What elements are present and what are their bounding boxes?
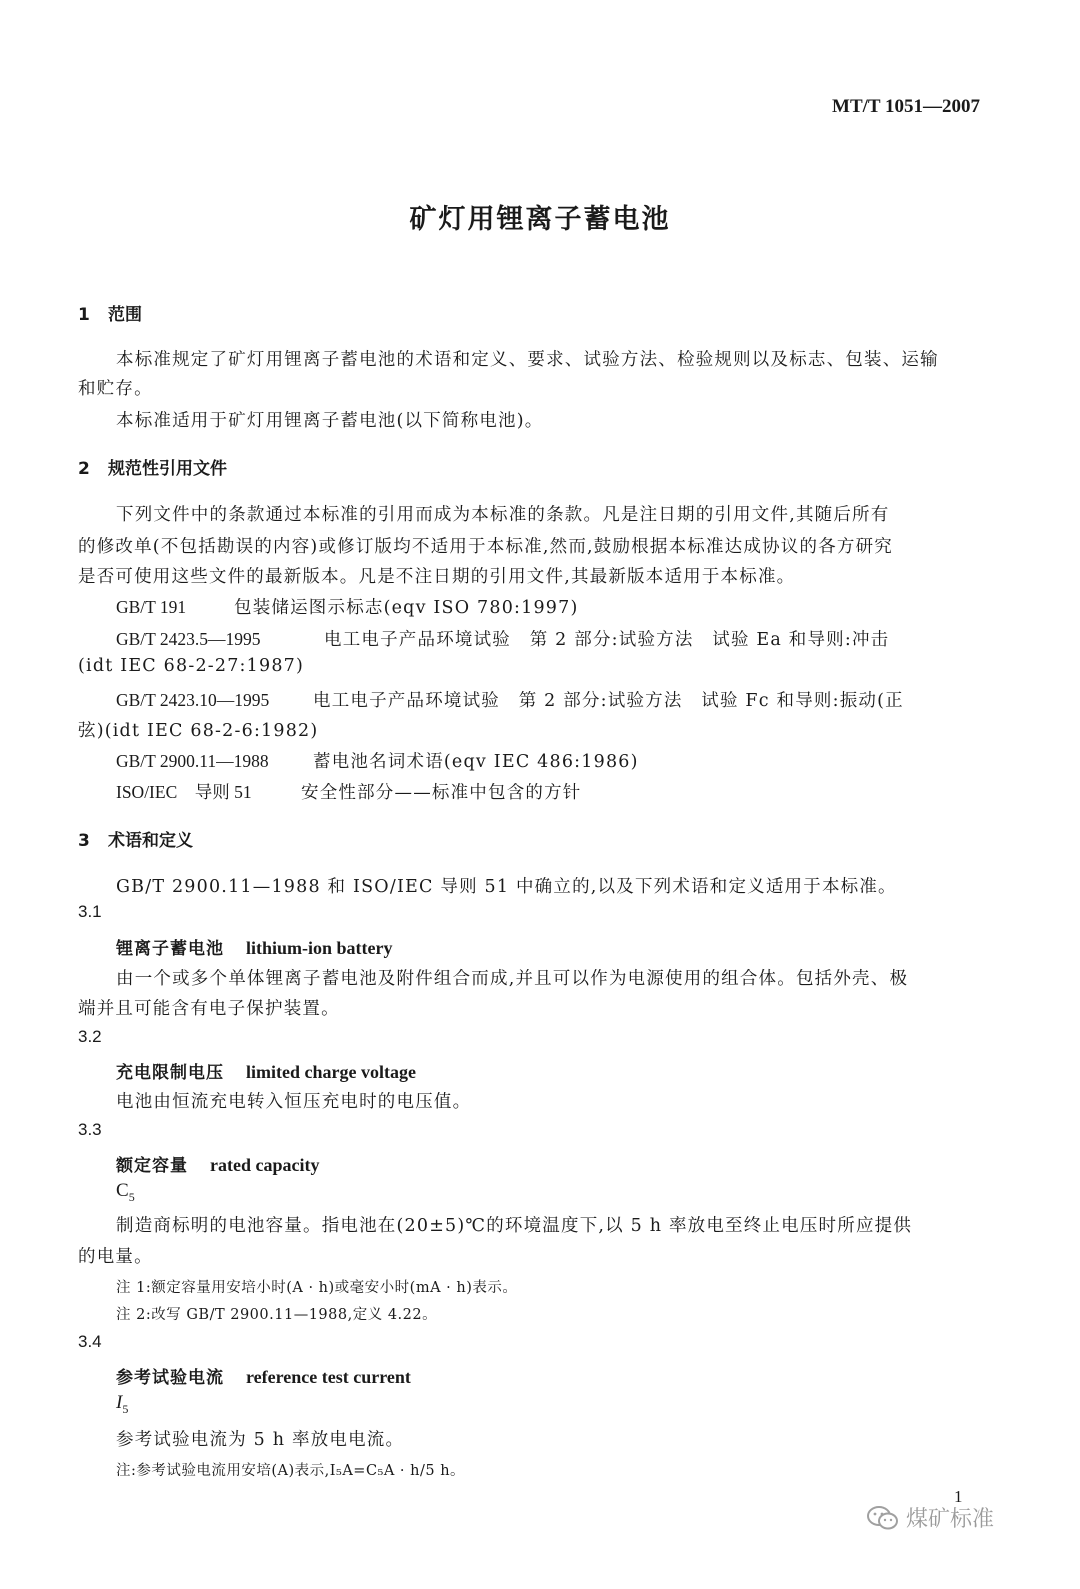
term-zh: 额定容量 [116,1156,188,1176]
standard-number: MT/T 1051—2007 [832,96,980,117]
term-zh: 充电限制电压 [116,1063,224,1083]
term-symbol [116,1392,128,1417]
watermark [866,1502,994,1533]
reference-title: 电工电子产品环境试验 第 2 部分:试验方法 试验 Ea 和导则:冲击 [324,630,890,650]
section-title: 规范性引用文件 [108,459,227,479]
term-note: 注:参考试验电流用安培(A)表示,I₅A=C₅A · h/5 h。 [116,1463,466,1479]
term-heading [116,934,393,959]
term-en: limited charge voltage [246,1062,416,1082]
section-title: 范围 [108,305,142,325]
page-title: 矿灯用锂离子蓄电池 [409,204,671,235]
section-2-heading [78,454,227,479]
watermark-text: 煤矿标准 [906,1507,995,1532]
term-note-2: 注 2:改写 GB/T 2900.11—1988,定义 4.22。 [116,1307,438,1323]
term-symbol [116,1180,135,1205]
reference-item [116,687,904,712]
term-heading [116,1363,411,1388]
section-3-heading [78,826,193,851]
symbol-letter: I [116,1392,123,1413]
symbol-subscript: 5 [122,1401,129,1416]
term-heading [116,1058,416,1083]
reference-code: ISO/IEC 导则 51 [116,782,252,802]
term-heading [116,1151,319,1176]
reference-code: GB/T 2423.10—1995 [116,690,270,710]
term-zh: 锂离子蓄电池 [116,939,224,959]
term-zh: 参考试验电流 [116,1368,224,1388]
section-number: 2 [78,459,90,479]
term-en: lithium-ion battery [246,938,393,958]
reference-item [116,748,639,773]
term-number: 3.4 [78,1332,102,1351]
reference-continuation: 弦)(idt IEC 68-2-6:1982) [78,721,319,741]
reference-title: 电工电子产品环境试验 第 2 部分:试验方法 试验 Fc 和导则:振动(正 [313,691,904,711]
reference-item [116,594,579,619]
section-number: 1 [78,305,90,325]
section-1-heading [78,300,142,325]
section-number: 3 [78,831,90,851]
page-number: 1 [954,1487,963,1506]
reference-code: GB/T 2423.5—1995 [116,629,261,649]
term-definition-line-2: 端并且可能含有电子保护装置。 [78,999,340,1019]
symbol-subscript: 5 [128,1189,135,1204]
term-note-1: 注 1:额定容量用安培小时(A · h)或毫安小时(mA · h)表示。 [116,1280,518,1296]
section-2-para-line-3: 是否可使用这些文件的最新版本。凡是不注日期的引用文件,其最新版本适用于本标准。 [78,567,796,587]
term-definition-line-1: 制造商标明的电池容量。指电池在(20±5)℃的环境温度下,以 5 h 率放电至终止电压时所应提供 [116,1216,913,1236]
reference-item [116,779,582,804]
term-definition-line-2: 的电量。 [78,1247,153,1267]
reference-continuation: (idt IEC 68-2-27:1987) [78,656,305,676]
section-2-para-line-1: 下列文件中的条款通过本标准的引用而成为本标准的条款。凡是注日期的引用文件,其随后所有 [116,505,890,525]
reference-title: 包装储运图示标志(eqv ISO 780:1997) [234,598,579,618]
term-number: 3.2 [78,1027,102,1046]
section-1-para-1-line-2: 和贮存。 [78,379,153,399]
reference-title: 安全性部分——标准中包含的方针 [301,783,582,803]
chat-bubble-icon [866,1504,900,1532]
term-number: 3.1 [78,902,102,921]
section-2-para-line-2: 的修改单(不包括勘误的内容)或修订版均不适用于本标准,然而,鼓励根据本标准达成协议的各方研究 [78,537,893,557]
reference-title: 蓄电池名词术语(eqv IEC 486:1986) [313,752,639,772]
section-title: 术语和定义 [108,831,193,851]
section-1-para-1-line-1: 本标准规定了矿灯用锂离子蓄电池的术语和定义、要求、试验方法、检验规则以及标志、包装、运输 [116,350,939,370]
term-en: rated capacity [210,1155,320,1175]
term-definition-line-1: 电池由恒流充电转入恒压充电时的电压值。 [116,1092,472,1112]
term-definition-line-1: 参考试验电流为 5 h 率放电电流。 [116,1430,405,1450]
section-3-intro: GB/T 2900.11—1988 和 ISO/IEC 导则 51 中确立的,以及下列术语和定义适用于本标准。 [116,877,897,897]
reference-code: GB/T 191 [116,597,187,617]
reference-item [116,626,889,651]
term-number: 3.3 [78,1120,102,1139]
reference-code: GB/T 2900.11—1988 [116,751,269,771]
term-en: reference test current [246,1367,411,1387]
symbol-letter: C [116,1180,129,1201]
term-definition-line-1: 由一个或多个单体锂离子蓄电池及附件组合而成,并且可以作为电源使用的组合体。包括外壳、极 [116,969,909,989]
section-1-para-2: 本标准适用于矿灯用锂离子蓄电池(以下简称电池)。 [116,411,544,431]
